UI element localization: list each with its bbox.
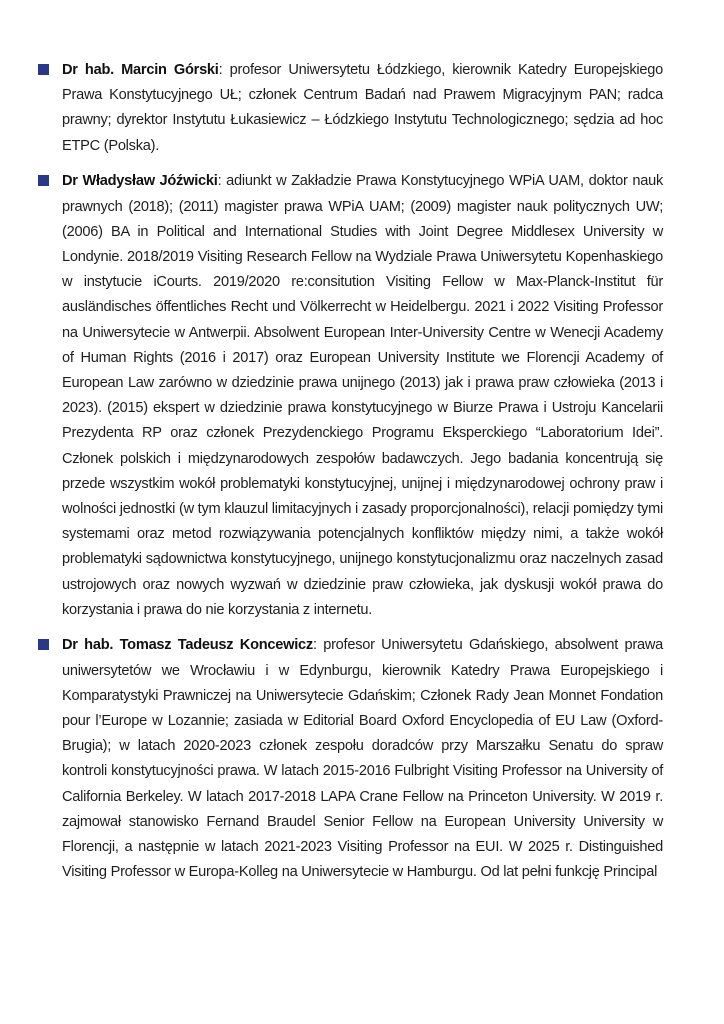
- bio-entry-koncewicz: [62, 633, 663, 885]
- bio-separator: :: [312, 637, 317, 654]
- bio-text: adiunkt w Zakładzie Prawa Konstytucyjnego WPiA UAM, doktor nauk prawnych (2018); (2011) magister prawa WPiA UAM; (2009) magister nauk politycznych UW; (2006) BA in Political and International Studies with Joint Degree Middlesex University w Londynie. 2018/2019 Visiting Research Fellow na Wydziale Prawa Uniwersytetu Kopenhaskiego w instytucie iCourts. 2019/2020 re:consitution Visiting Fellow w Max-Planck-Institut für ausländisches öffentliches Recht und Völkerrecht w Heidelbergu. 2021 i 2022 Visiting Professor na Uniwersytecie w Antwerpii. Absolwent European Inter-University Centre w Wenecji Academy of Human Rights (2016 i 2017) oraz European University Institute we Florencji Academy of European Law zarówno w dziedzinie prawa unijnego (2013) jak i prawa praw człowieka (2013 i 2023). (2015) ekspert w dziedzinie prawa konstytucyjnego w Biurze Prawa i Ustroju Kancelarii Prezydenta RP oraz członek Prezydenckiego Programu Eksperckiego “Laboratorium Idei”. Członek polskich i międzynarodowych zespołów badawczych. Jego badania koncentrują się przede wszystkim wokół problematyki konstytucyjnej, unijnej i międzynarodowej ochrony praw i wolności jednostki (w tym klauzul limitacyjnych i zasady proporcjonalności), relacji pomiędzy tymi systemami oraz metod rozwiązywania potencjalnych konfliktów między nimi, a także wokół problematyki sądownictwa konstytucyjnego, unijnego konstytucjonalizmu oraz naczelnych zasad ustrojowych oraz nowych wyzwań w dziedzinie praw człowieka, jak dyskusji wokół prawa do korzystania i prawa do nie korzystania z internetu.: [62, 173, 664, 618]
- bio-name: Dr hab. Tomasz Tadeusz Koncewicz: [62, 637, 313, 654]
- bio-entry-jozwicki: [62, 169, 663, 623]
- bio-name: Dr hab. Marcin Górski: [62, 62, 219, 78]
- square-bullet-icon: [38, 64, 49, 75]
- bio-text: profesor Uniwersytetu Łódzkiego, kierownik Katedry Europejskiego Prawa Konstytucyjnego UŁ; członek Centrum Badań nad Prawem Migracyjnym PAN; radca prawny; dyrektor Instytutu Łukasiewicz – Łódzkiego Instytutu Technologicznego; sędzia ad hoc ETPC (Polska).: [62, 62, 663, 154]
- bio-separator: :: [217, 173, 222, 190]
- square-bullet-icon: [38, 639, 49, 650]
- bio-list: [62, 58, 663, 896]
- square-bullet-icon: [38, 175, 49, 186]
- bio-name: Dr Władysław Jóźwicki: [62, 173, 218, 190]
- bio-text: profesor Uniwersytetu Gdańskiego, absolwent prawa uniwersytetów we Wrocławiu i w Edynburgu, kierownik Katedry Prawa Europejskiego i Komparatystyki Prawniczej na Uniwersytecie Gdańskim; Członek Rady Jean Monnet Fondation pour l’Europe w Lozannie; zasiada w Editorial Board Oxford Encyclopedia of EU Law (Oxford-Brugia); w latach 2020-2023 członek zespołu doradców przy Marszałku Senatu do spraw kontroli konstytucyjności prawa. W latach 2015-2016 Fulbright Visiting Professor na University of California Berkeley. W latach 2017-2018 LAPA Crane Fellow na Princeton University. W 2019 r. zajmował stanowisko Fernand Braudel Senior Fellow na European University University w Florencji, a następnie w latach 2021-2023 Visiting Professor na EUI. W 2025 r. Distinguished Visiting Professor w Europa-Kolleg na Uniwersytecie w Hamburgu. Od lat pełni funkcję Principal: [62, 637, 663, 881]
- bio-separator: :: [218, 62, 223, 78]
- bio-entry-gorski: [62, 58, 663, 159]
